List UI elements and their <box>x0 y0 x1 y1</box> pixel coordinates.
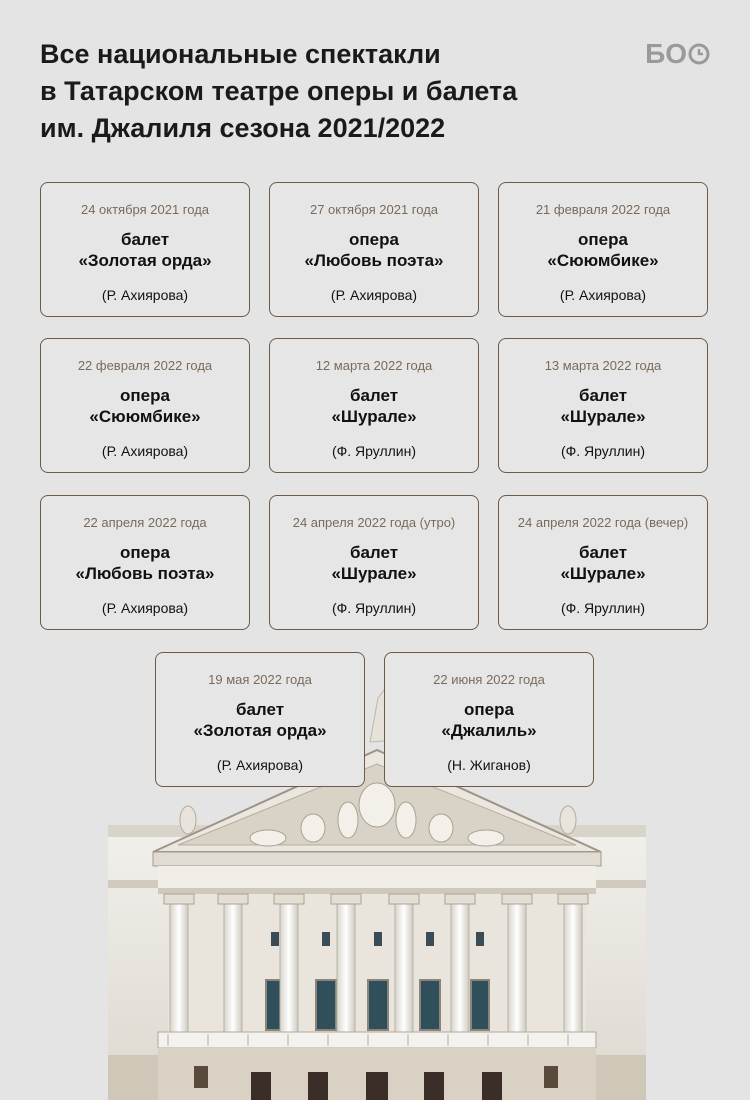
logo <box>645 40 710 68</box>
performance-card <box>269 495 479 630</box>
performance-card <box>498 338 708 473</box>
performance-type: балет <box>578 386 628 405</box>
performance-author: (Ф. Яруллин) <box>331 443 417 459</box>
performance-type: опера <box>120 543 170 562</box>
performance-date: 19 мая 2022 года <box>208 672 312 687</box>
performance-type: опера <box>464 700 514 719</box>
performance-card <box>40 495 250 630</box>
performance-date: 13 марта 2022 года <box>544 358 662 373</box>
performance-author: (Р. Ахиярова) <box>101 443 189 459</box>
performance-card <box>40 182 250 317</box>
performance-author: (Н. Жиганов) <box>447 757 531 773</box>
performance-date: 22 июня 2022 года <box>433 672 545 687</box>
performance-card <box>384 652 594 787</box>
page-title <box>40 36 620 147</box>
title-line-1: Все национальные спектакли <box>40 39 441 69</box>
performance-card <box>269 182 479 317</box>
performance-type: балет <box>578 543 628 562</box>
title-line-3: им. Джалиля сезона 2021/2022 <box>40 113 446 143</box>
performance-author: (Ф. Яруллин) <box>331 600 417 616</box>
logo-text: БО <box>645 38 687 69</box>
performance-card <box>269 338 479 473</box>
performance-author: (Ф. Яруллин) <box>560 600 646 616</box>
performance-card <box>155 652 365 787</box>
performance-date: 24 апреля 2022 года (вечер) <box>517 515 689 530</box>
performance-author: (Р. Ахиярова) <box>559 287 647 303</box>
performance-name: «Сююмбике» <box>89 407 201 426</box>
performance-author: (Р. Ахиярова) <box>101 287 189 303</box>
performance-date: 22 февраля 2022 года <box>77 358 213 373</box>
performance-name: «Любовь поэта» <box>75 564 215 583</box>
title-line-2: в Татарском театре оперы и балета <box>40 76 518 106</box>
performance-type: балет <box>120 230 170 249</box>
performance-date: 27 октября 2021 года <box>309 202 439 217</box>
performance-name: «Любовь поэта» <box>304 251 444 270</box>
performance-type: опера <box>578 230 628 249</box>
performance-card <box>40 338 250 473</box>
performance-name: «Сююмбике» <box>547 251 659 270</box>
performance-date: 21 февраля 2022 года <box>535 202 671 217</box>
performance-name: «Шурале» <box>560 564 646 583</box>
performance-type: балет <box>349 543 399 562</box>
performance-name: «Золотая орда» <box>78 251 212 270</box>
performance-date: 22 апреля 2022 года <box>83 515 207 530</box>
performance-author: (Р. Ахиярова) <box>216 757 304 773</box>
performance-type: балет <box>349 386 399 405</box>
performance-type: опера <box>349 230 399 249</box>
performance-date: 24 октября 2021 года <box>80 202 210 217</box>
performance-author: (Ф. Яруллин) <box>560 443 646 459</box>
performance-name: «Шурале» <box>331 407 417 426</box>
performance-name: «Шурале» <box>560 407 646 426</box>
clock-icon <box>688 43 710 65</box>
performance-card <box>498 495 708 630</box>
performance-type: балет <box>235 700 285 719</box>
performance-author: (Р. Ахиярова) <box>330 287 418 303</box>
performance-name: «Золотая орда» <box>193 721 327 740</box>
performance-date: 24 апреля 2022 года (утро) <box>292 515 456 530</box>
performance-type: опера <box>120 386 170 405</box>
performance-name: «Шурале» <box>331 564 417 583</box>
performance-author: (Р. Ахиярова) <box>101 600 189 616</box>
performance-date: 12 марта 2022 года <box>315 358 433 373</box>
performance-card <box>498 182 708 317</box>
performance-name: «Джалиль» <box>441 721 537 740</box>
